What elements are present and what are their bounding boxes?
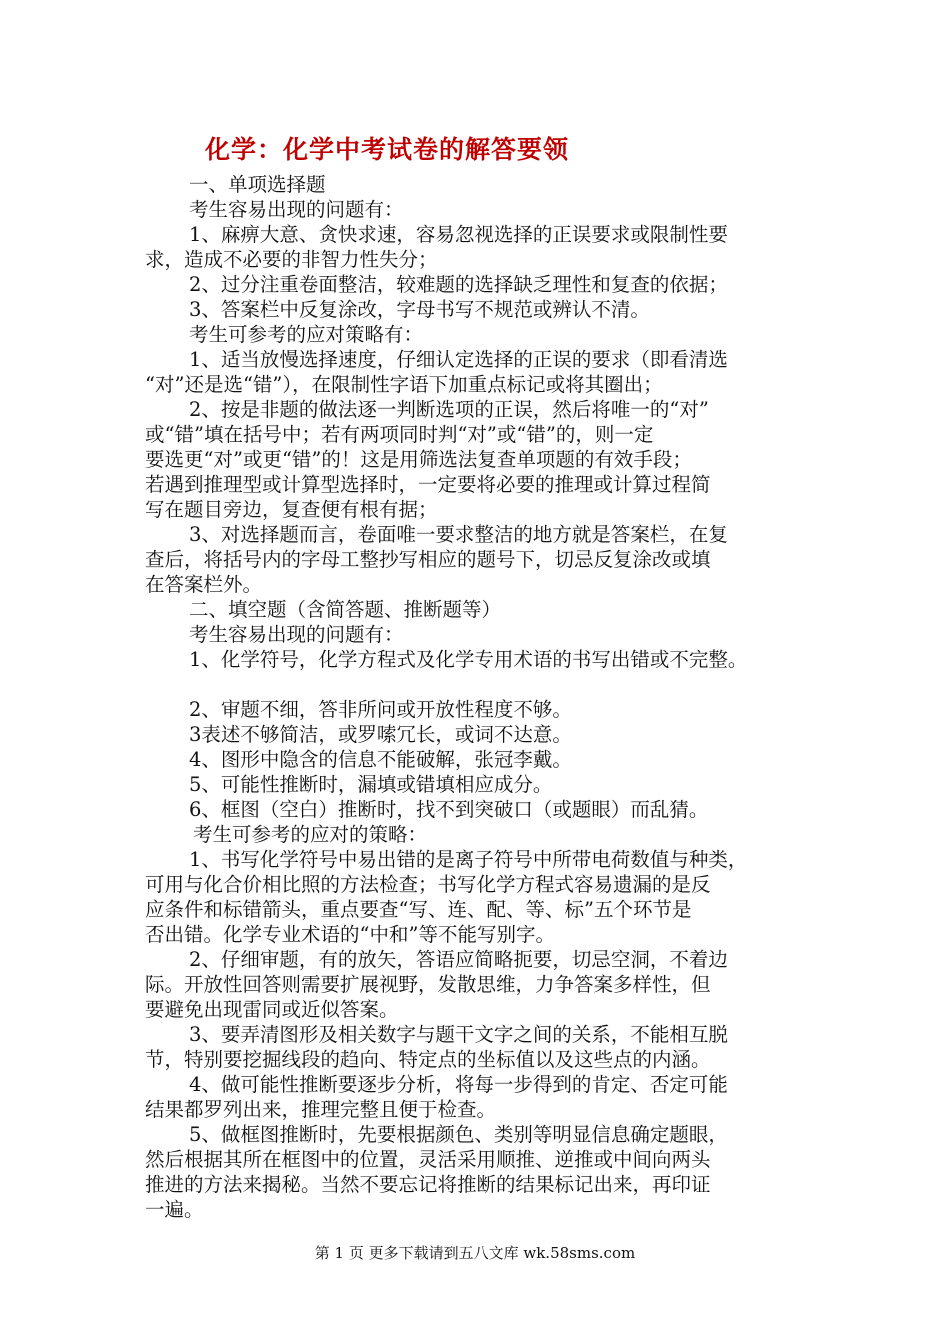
body-line: 2、按是非题的做法逐一判断选项的正误，然后将唯一的“对” <box>189 398 709 421</box>
body-line: 一遍。 <box>145 1198 204 1221</box>
body-line: 若遇到推理型或计算型选择时，一定要将必要的推理或计算过程简 <box>145 473 711 496</box>
body-line: 在答案栏外。 <box>145 573 263 596</box>
body-line: 考生容易出现的问题有： <box>189 198 404 221</box>
body-line: 考生可参考的应对策略有： <box>189 323 424 346</box>
body-line: 可用与化合价相比照的方法检查；书写化学方程式容易遗漏的是反 <box>145 873 711 896</box>
body-line: 2、审题不细，答非所问或开放性程度不够。 <box>189 698 572 721</box>
body-line: 结果都罗列出来，推理完整且便于检查。 <box>145 1098 497 1121</box>
body-line: 1、麻痹大意、贪快求速，容易忽视选择的正误要求或限制性要 <box>189 223 728 246</box>
body-line: 1、书写化学符号中易出错的是离子符号中所带电荷数值与种类， <box>189 848 748 871</box>
body-line: 3、答案栏中反复涂改，字母书写不规范或辨认不清。 <box>189 298 650 321</box>
body-line: 要避免出现雷同或近似答案。 <box>145 998 399 1021</box>
document-body <box>145 172 815 1222</box>
body-line: 际。开放性回答则需要扩展视野，发散思维，力争答案多样性，但 <box>145 973 711 996</box>
body-line: 查后，将括号内的字母工整抄写相应的题号下，切忌反复涂改或填 <box>145 548 711 571</box>
body-line: 5、可能性推断时，漏填或错填相应成分。 <box>189 773 553 796</box>
body-line: 6、框图（空白）推断时，找不到突破口（或题眼）而乱猜。 <box>189 798 709 821</box>
body-line: 考生容易出现的问题有： <box>189 623 404 646</box>
body-line <box>145 672 815 697</box>
body-line: 3、要弄清图形及相关数字与题干文字之间的关系，不能相互脱 <box>189 1023 728 1046</box>
body-line: 2、仔细审题，有的放矢，答语应简略扼要，切忌空洞，不着边 <box>189 948 728 971</box>
body-line: 2、过分注重卷面整洁，较难题的选择缺乏理性和复查的依据； <box>189 273 728 296</box>
body-line: 1、化学符号，化学方程式及化学专用术语的书写出错或不完整。 <box>189 648 748 671</box>
body-line: 考生可参考的应对的策略： <box>193 823 428 846</box>
body-line: 3、对选择题而言，卷面唯一要求整洁的地方就是答案栏，在复 <box>189 523 728 546</box>
body-line: 节，特别要挖掘线段的趋向、特定点的坐标值以及这些点的内涵。 <box>145 1048 711 1071</box>
body-line: 3表述不够简洁，或罗嗦冗长，或词不达意。 <box>189 723 572 746</box>
body-line: 或“错”填在括号中；若有两项同时判“对”或“错”的，则一定 <box>145 423 654 446</box>
body-line: 写在题目旁边，复查便有根有据； <box>145 498 438 521</box>
page-footer: 第 1 页 更多下载请到五八文库 wk.58sms.com <box>314 1244 636 1262</box>
body-line: 求，造成不必要的非智力性失分； <box>145 248 438 271</box>
body-line: 4、图形中隐含的信息不能破解，张冠李戴。 <box>189 748 572 771</box>
body-line: 1、适当放慢选择速度，仔细认定选择的正误的要求（即看清选 <box>189 348 728 371</box>
body-line: 4、做可能性推断要逐步分析，将每一步得到的肯定、否定可能 <box>189 1073 728 1096</box>
body-line: “对”还是选“错”），在限制性字语下加重点标记或将其圈出； <box>145 373 663 396</box>
document-title: 化学：化学中考试卷的解答要领 <box>205 135 570 164</box>
body-line: 推进的方法来揭秘。当然不要忘记将推断的结果标记出来，再印证 <box>145 1173 711 1196</box>
body-line: 一、单项选择题 <box>189 173 326 196</box>
body-line: 要选更“对”或更“错”的！这是用筛选法复查单项题的有效手段； <box>145 448 692 471</box>
body-line: 二、填空题（含简答题、推断题等） <box>189 598 502 621</box>
body-line: 然后根据其所在框图中的位置，灵活采用顺推、逆推或中间向两头 <box>145 1148 711 1171</box>
body-line: 应条件和标错箭头，重点要查“写、连、配、等、标”五个环节是 <box>145 898 692 921</box>
body-line: 5、做框图推断时，先要根据颜色、类别等明显信息确定题眼， <box>189 1123 728 1146</box>
body-line: 否出错。化学专业术语的“中和”等不能写别字。 <box>145 923 555 946</box>
